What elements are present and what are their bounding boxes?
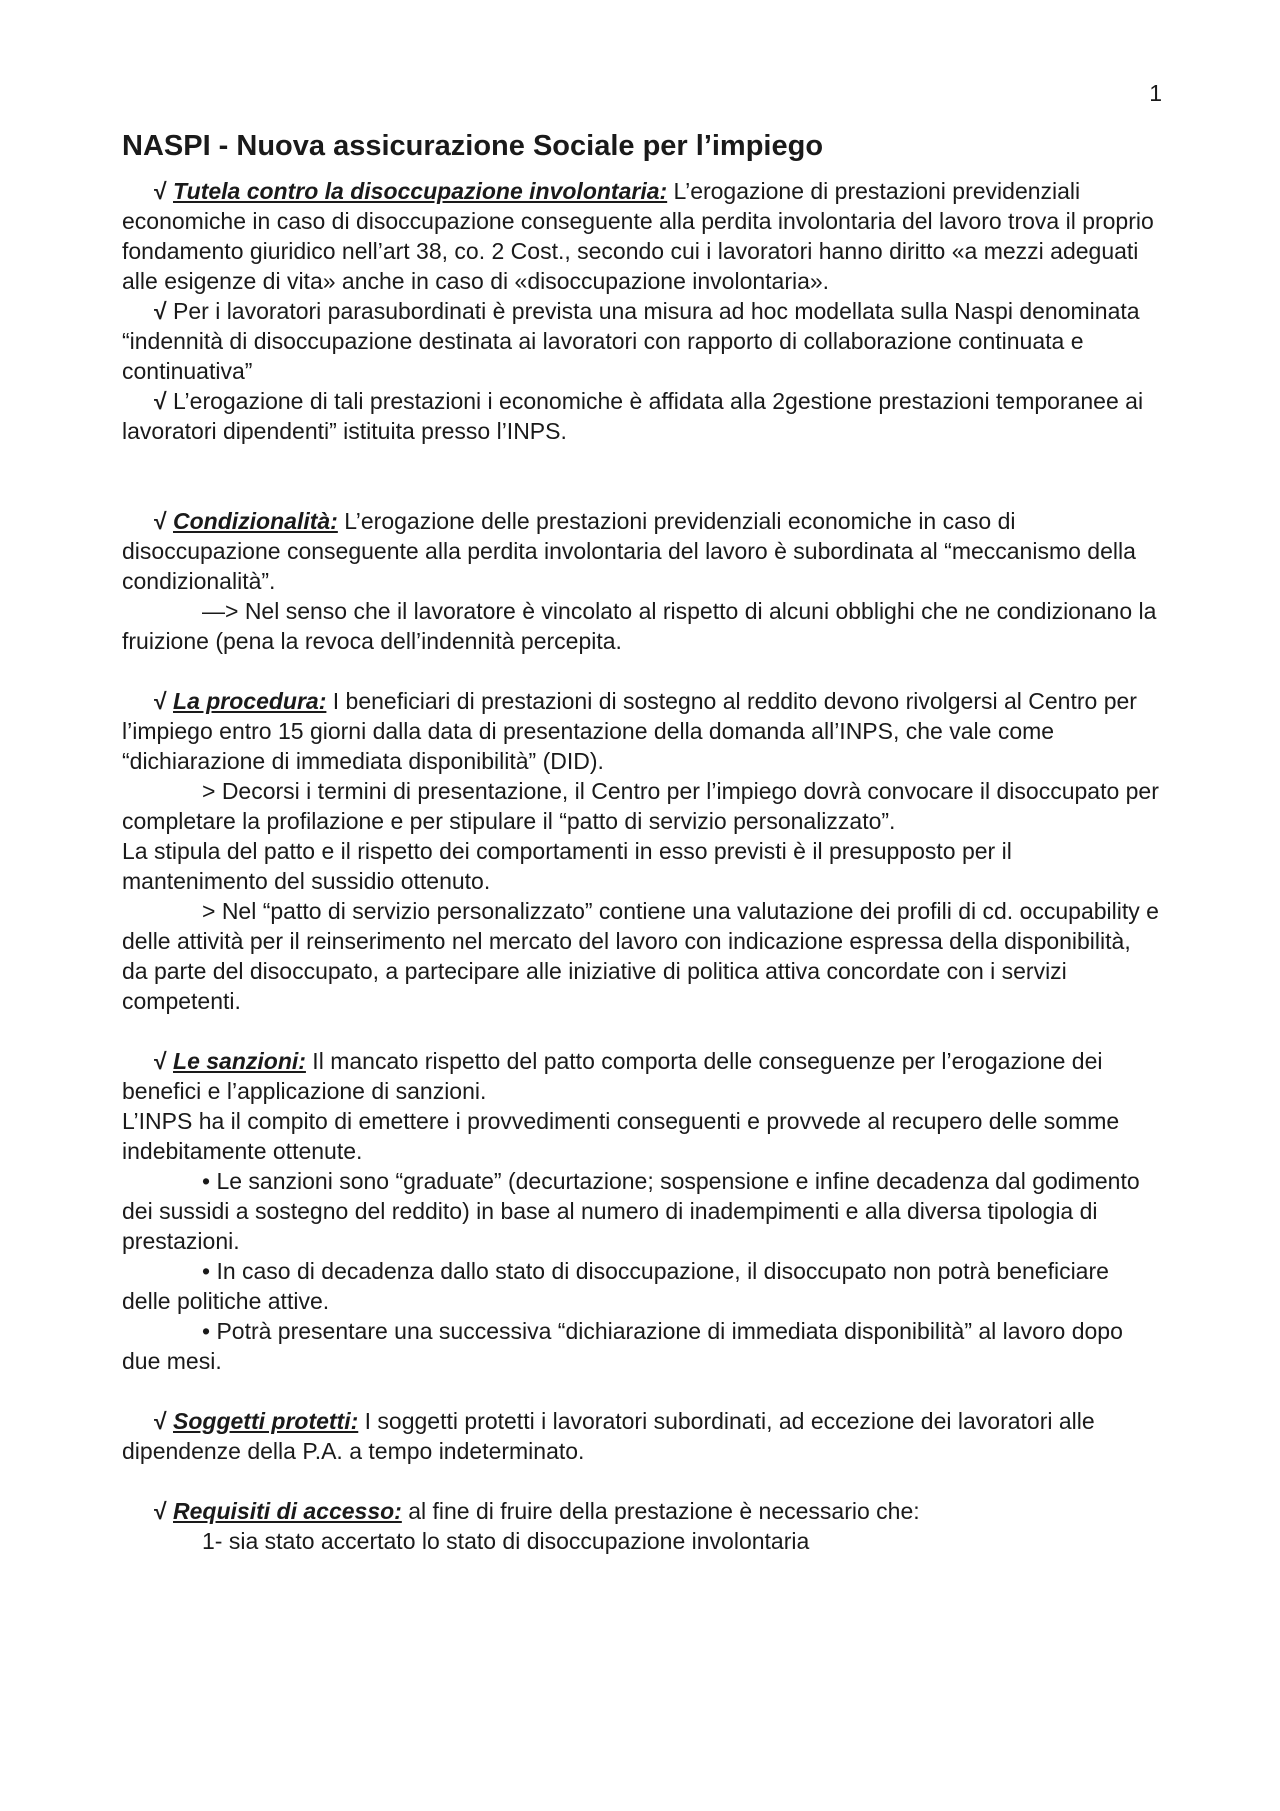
paragraph-text: Il mancato rispetto del patto comporta delle conseguenze per l’erogazione dei benefici e l’applicazione di sanzioni. (122, 1048, 1103, 1104)
paragraph (122, 1526, 1162, 1556)
section-heading: Requisiti di accesso: (173, 1498, 402, 1524)
section-spacer (122, 656, 1162, 686)
check-mark-icon: √ (154, 178, 167, 204)
paragraph-text: La stipula del patto e il rispetto dei comportamenti in esso previsti è il presupposto per il mantenimento del sussidio ottenuto. (122, 838, 1012, 894)
paragraph-text: L’erogazione di prestazioni previdenziali economiche in caso di disoccupazione conseguente alla perdita involontaria del lavoro trova il proprio fondamento giuridico nell’art 38, co. 2 Cost., secondo cui i lavoratori hanno diritto «a mezzi adeguati alle esigenze di vita» anche in caso di «disoccupazione involontaria». (122, 178, 1154, 294)
section-heading: Le sanzioni: (173, 1048, 306, 1074)
paragraph (122, 296, 1162, 386)
paragraph-text: • In caso di decadenza dallo stato di disoccupazione, il disoccupato non potrà beneficiare delle politiche attive. (122, 1258, 1109, 1314)
section-paragraph (122, 506, 1162, 596)
paragraph-text: L’erogazione delle prestazioni previdenziali economiche in caso di disoccupazione conseguente alla perdita involontaria del lavoro è subordinata al “meccanismo della condizionalità”. (122, 508, 1136, 594)
paragraph-text: Per i lavoratori parasubordinati è prevista una misura ad hoc modellata sulla Naspi denominata “indennità di disoccupazione destinata ai lavoratori con rapporto di collaborazione continuata e continuativa” (122, 298, 1140, 384)
paragraph-text: • Le sanzioni sono “graduate” (decurtazione; sospensione e infine decadenza dal godimento dei sussidi a sostegno del reddito) in base al numero di inadempimenti e alla diversa tipologia di prestazioni. (122, 1168, 1140, 1254)
paragraph (122, 596, 1162, 656)
check-mark-icon: √ (154, 298, 167, 324)
paragraph-text: 1- sia stato accertato lo stato di disoccupazione involontaria (202, 1528, 810, 1554)
section-paragraph (122, 176, 1162, 296)
section-heading: La procedura: (173, 688, 327, 714)
check-mark-icon: √ (154, 1498, 167, 1524)
page-number: 1 (1149, 80, 1162, 106)
section-spacer (122, 1376, 1162, 1406)
check-mark-icon: √ (154, 1408, 167, 1434)
section-paragraph (122, 1406, 1162, 1466)
section-heading: Tutela contro la disoccupazione involontaria: (173, 178, 668, 204)
paragraph-text: • Potrà presentare una successiva “dichiarazione di immediata disponibilità” al lavoro dopo due mesi. (122, 1318, 1123, 1374)
paragraph-text: > Decorsi i termini di presentazione, il Centro per l’impiego dovrà convocare il disoccupato per completare la profilazione e per stipulare il “patto di servizio personalizzato”. (122, 778, 1159, 834)
document-body (122, 176, 1162, 1556)
paragraph (122, 776, 1162, 836)
check-mark-icon: √ (154, 1048, 167, 1074)
paragraph-text: I beneficiari di prestazioni di sostegno al reddito devono rivolgersi al Centro per l’impiego entro 15 giorni dalla data di presentazione della domanda all’INPS, che vale come “dichiarazione di immediata disponibilità” (DID). (122, 688, 1137, 774)
section-paragraph (122, 686, 1162, 776)
document-title: NASPI - Nuova assicurazione Sociale per l’impiego (122, 130, 824, 162)
paragraph-text: I soggetti protetti i lavoratori subordinati, ad eccezione dei lavoratori alle dipendenze della P.A. a tempo indeterminato. (122, 1408, 1095, 1464)
paragraph-text: al fine di fruire della prestazione è necessario che: (401, 1498, 920, 1524)
paragraph (122, 896, 1162, 1016)
paragraph (122, 386, 1162, 446)
check-mark-icon: √ (154, 388, 167, 414)
section-spacer (122, 1466, 1162, 1496)
section-heading: Soggetti protetti: (173, 1408, 359, 1434)
section-paragraph (122, 1496, 1162, 1526)
paragraph-text: —> Nel senso che il lavoratore è vincolato al rispetto di alcuni obblighi che ne condizionano la fruizione (pena la revoca dell’indennità percepita. (122, 598, 1157, 654)
paragraph-text: L’INPS ha il compito di emettere i provvedimenti conseguenti e provvede al recupero delle somme indebitamente ottenute. (122, 1108, 1120, 1164)
paragraph-text: L’erogazione di tali prestazioni i economiche è affidata alla 2gestione prestazioni temporanee ai lavoratori dipendenti” istituita presso l’INPS. (122, 388, 1144, 444)
section-spacer (122, 1016, 1162, 1046)
paragraph (122, 1166, 1162, 1256)
section-spacer (122, 446, 1162, 506)
paragraph-text: > Nel “patto di servizio personalizzato” contiene una valutazione dei profili di cd. occupability e delle attività per il reinserimento nel mercato del lavoro con indicazione espressa della disponibilità, da parte del disoccupato, a partecipare alle iniziative di politica attiva concordate con i servizi competenti. (122, 898, 1159, 1014)
paragraph (122, 1256, 1162, 1316)
paragraph (122, 1316, 1162, 1376)
paragraph (122, 1106, 1162, 1166)
check-mark-icon: √ (154, 688, 167, 714)
paragraph (122, 836, 1162, 896)
check-mark-icon: √ (154, 508, 167, 534)
section-heading: Condizionalità: (173, 508, 338, 534)
section-paragraph (122, 1046, 1162, 1106)
